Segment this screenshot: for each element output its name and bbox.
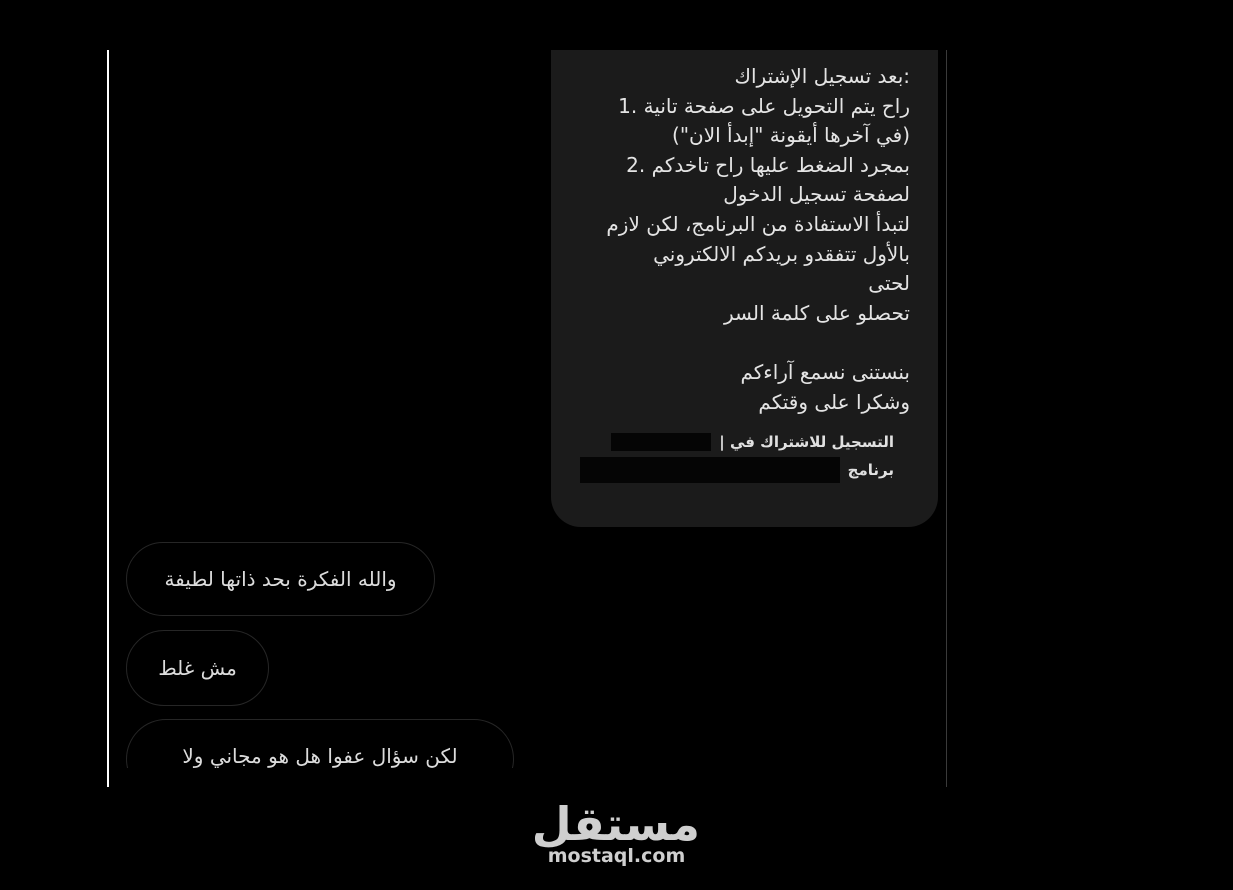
redaction-box: [580, 457, 840, 483]
outgoing-message-bubble[interactable]: [126, 542, 435, 616]
link-preview-subtitle[interactable]: برنامج: [847, 461, 894, 479]
message-line: وشكرا على وقتكم: [758, 389, 910, 414]
outgoing-message-bubble[interactable]: [126, 719, 514, 768]
watermark-arabic: مستقل: [531, 797, 700, 851]
message-line: بنستنى نسمع آراءكم: [740, 359, 910, 384]
watermark-latin: mostaql.com: [547, 845, 686, 867]
message-line: (في آخرها أيقونة "إبدأ الان"): [672, 123, 910, 148]
chat-thread[interactable]: [109, 50, 946, 768]
message-line: بمجرد الضغط عليها راح تاخدكم .2: [626, 152, 910, 177]
message-line: لصفحة تسجيل الدخول: [723, 182, 910, 207]
link-preview-subtitle-row: [574, 456, 894, 484]
link-preview[interactable]: [574, 428, 894, 484]
link-preview-title[interactable]: التسجيل للاشتراك في |: [719, 433, 894, 451]
right-divider: [946, 50, 947, 787]
message-text: لكن سؤال عفوا هل هو مجاني ولا: [182, 744, 458, 768]
message-blank-line: [581, 328, 910, 358]
redaction-box: [611, 433, 711, 451]
mostaql-watermark: [533, 798, 700, 866]
outgoing-message-bubble[interactable]: [126, 630, 269, 706]
incoming-message-bubble[interactable]: [551, 50, 938, 527]
message-text: والله الفكرة بحد ذاتها لطيفة: [164, 567, 397, 591]
message-line: لحتى: [868, 271, 910, 296]
link-preview-title-row: [574, 428, 894, 456]
message-line: لتبدأ الاستفادة من البرنامج، لكن لازم: [606, 211, 910, 236]
message-line: راح يتم التحويل على صفحة تانية .1: [618, 93, 910, 118]
message-line: :بعد تسجيل الإشتراك: [734, 64, 910, 88]
message-line: بالأول تتفقدو بريدكم الالكتروني: [653, 241, 910, 266]
message-text: مش غلط: [158, 656, 237, 680]
message-line: تحصلو على كلمة السر: [723, 300, 910, 325]
